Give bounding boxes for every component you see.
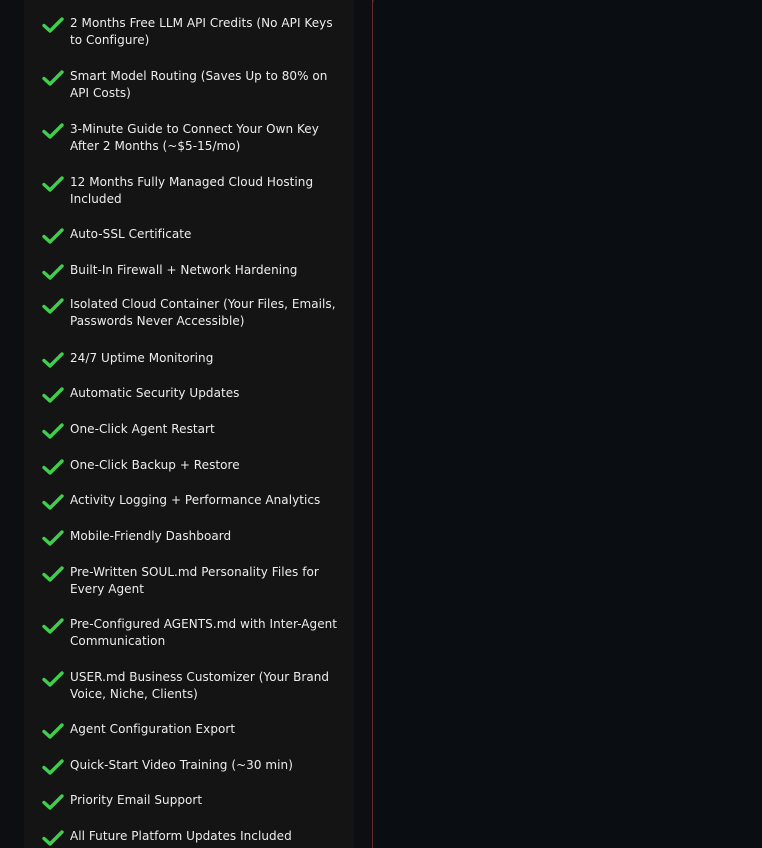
feature-label: Agent Configuration Export: [70, 722, 236, 736]
feature-item: [42, 350, 342, 369]
check-icon: [42, 565, 64, 583]
feature-item: [42, 385, 342, 404]
feature-label: Automatic Security Updates: [70, 386, 240, 400]
feature-label: USER.md Business Customizer (Your Brand Voice, Niche, Clients): [70, 670, 330, 701]
check-icon: [42, 758, 64, 776]
check-icon: [42, 670, 64, 688]
check-icon: [42, 829, 64, 847]
feature-item: [42, 174, 342, 208]
check-icon: [42, 227, 64, 245]
feature-label: Smart Model Routing (Saves Up to 80% on API Costs): [70, 69, 328, 100]
feature-label: 12 Months Fully Managed Cloud Hosting Included: [70, 175, 314, 206]
feature-label: Pre-Configured AGENTS.md with Inter-Agent Communication: [70, 617, 338, 648]
feature-item: [42, 121, 342, 155]
check-icon: [42, 122, 64, 140]
check-icon: [42, 722, 64, 740]
check-icon: [42, 351, 64, 369]
feature-item: [42, 15, 342, 49]
feature-label: Mobile-Friendly Dashboard: [70, 529, 232, 543]
feature-label: One-Click Agent Restart: [70, 422, 215, 436]
feature-label: 24/7 Uptime Monitoring: [70, 351, 214, 365]
feature-label: Pre-Written SOUL.md Personality Files for Every Agent: [70, 565, 319, 596]
feature-label: Isolated Cloud Container (Your Files, Emails, Passwords Never Accessible): [70, 297, 336, 328]
feature-item: [42, 262, 342, 281]
feature-item: [42, 457, 342, 476]
check-icon: [42, 422, 64, 440]
feature-item: [42, 421, 342, 440]
check-icon: [42, 386, 64, 404]
feature-item: [42, 757, 342, 776]
feature-item: [42, 296, 342, 330]
feature-label: Quick-Start Video Training (~30 min): [70, 758, 293, 772]
check-icon: [42, 69, 64, 87]
check-icon: [42, 617, 64, 635]
check-icon: [42, 16, 64, 34]
feature-label: One-Click Backup + Restore: [70, 458, 240, 472]
feature-label: 2 Months Free LLM API Credits (No API Keys to Configure): [70, 16, 333, 47]
pricing-panel: [0, 0, 373, 848]
feature-item: [42, 528, 342, 547]
feature-item: [42, 828, 342, 847]
feature-item: [42, 616, 342, 650]
feature-item: [42, 226, 342, 245]
check-icon: [42, 263, 64, 281]
feature-label: 3-Minute Guide to Connect Your Own Key After 2 Months (~$5-15/mo): [70, 122, 319, 153]
feature-item: [42, 721, 342, 740]
check-icon: [42, 529, 64, 547]
check-icon: [42, 458, 64, 476]
check-icon: [42, 175, 64, 193]
feature-item: [42, 492, 342, 511]
check-icon: [42, 793, 64, 811]
feature-item: [42, 669, 342, 703]
feature-label: All Future Platform Updates Included: [70, 829, 292, 843]
feature-label: Priority Email Support: [70, 793, 203, 807]
check-icon: [42, 493, 64, 511]
feature-label: Auto-SSL Certificate: [70, 227, 192, 241]
feature-label: Built-In Firewall + Network Hardening: [70, 263, 298, 277]
content-area: [374, 0, 762, 848]
check-icon: [42, 297, 64, 315]
feature-item: [42, 564, 342, 598]
pricing-card: [24, 0, 354, 848]
feature-item: [42, 68, 342, 102]
feature-item: [42, 792, 342, 811]
feature-label: Activity Logging + Performance Analytics: [70, 493, 321, 507]
